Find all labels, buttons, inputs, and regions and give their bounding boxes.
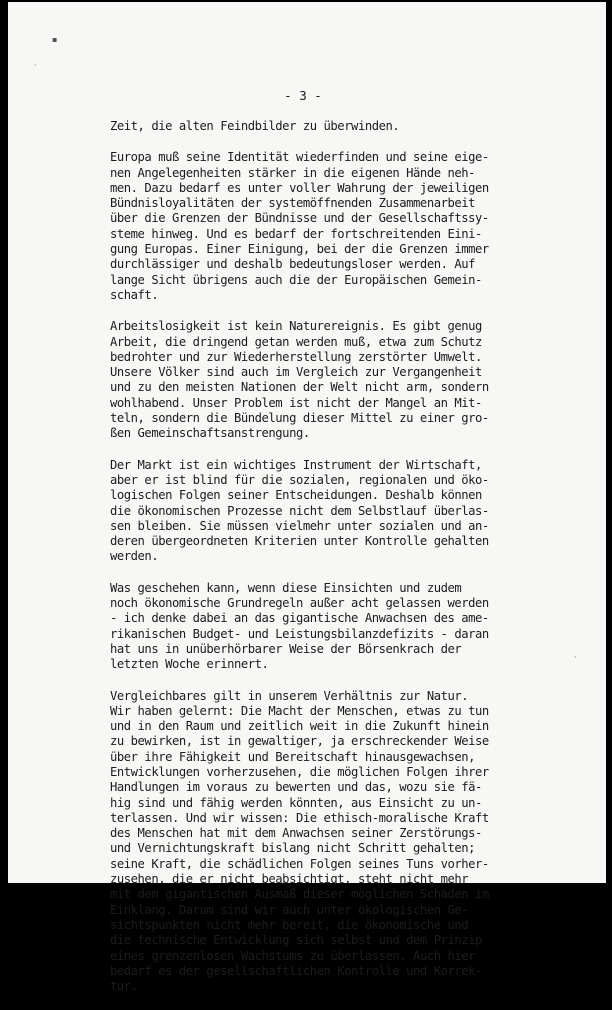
text-line: aber er ist blind für die sozialen, regionalen und öko-: [110, 472, 489, 487]
text-line: mit dem gigantischen Ausmaß dieser möglichen Schäden im: [110, 887, 489, 902]
text-line: terlassen. Und wir wissen: Die ethisch-moralische Kraft: [110, 810, 489, 825]
paragraph: [110, 689, 570, 995]
text-line: Bündnisloyalitäten der systemöffnenden Zusammenarbeit: [110, 196, 476, 211]
text-line: deren übergeordneten Kriterien unter Kontrolle gehalten: [110, 534, 489, 549]
text-line: ßen Gemeinschaftsanstrengung.: [110, 426, 310, 441]
scan-speck: ·: [34, 61, 37, 70]
scan-speck: ▪: [52, 35, 58, 44]
text-line: sen bleiben. Sie müssen vielmehr unter sozialen und an-: [110, 518, 489, 533]
text-line: Unsere Völker sind auch im Vergleich zur Vergangenheit: [110, 365, 482, 380]
paragraph: [110, 319, 570, 441]
text-line: und in den Raum und zeitlich weit in die Zukunft hinein: [110, 719, 489, 734]
text-line: rikanischen Budget- und Leistungsbilanzdefizits - daran: [110, 626, 489, 641]
text-line: lange Sicht übrigens auch die der Europäischen Gemein-: [110, 272, 482, 287]
text-line: Was geschehen kann, wenn diese Einsichten und zudem: [110, 580, 462, 595]
text-line: über ihre Fähigkeit und Bereitschaft hinausgewachsen,: [110, 749, 476, 764]
text-line: werden.: [110, 549, 159, 564]
text-line: Zeit, die alten Feindbilder zu überwinden.: [110, 119, 400, 133]
text-line: Wir haben gelernt: Die Macht der Menschen, etwas zu tun: [110, 703, 489, 718]
text-line: steme hinweg. Und es bedarf der fortschreitenden Eini-: [110, 226, 482, 241]
text-line: durchlässiger und deshalb bedeutungsloser werden. Auf: [110, 257, 476, 272]
text-line: noch ökonomische Grundregeln außer acht gelassen werden: [110, 596, 489, 611]
paragraph: [110, 119, 570, 134]
text-line: zusehen, die er nicht beabsichtigt, steht nicht mehr: [110, 872, 469, 887]
text-line: logischen Folgen seiner Entscheidungen. Deshalb können: [110, 488, 482, 503]
paragraph: [110, 458, 570, 565]
text-line: Handlungen im voraus zu bewerten und das, wozu sie fä-: [110, 780, 482, 795]
text-line: hig sind und fähig werden könnten, aus Einsicht zu un-: [110, 795, 482, 810]
text-line: Vergleichbares gilt in unserem Verhältnis zur Natur.: [110, 688, 469, 703]
text-line: Arbeitslosigkeit ist kein Naturereignis. Es gibt genug: [110, 319, 482, 334]
text-line: teln, sondern die Bündelung dieser Mittel zu einer gro-: [110, 411, 489, 426]
text-line: die technische Entwicklung sich selbst und dem Prinzip: [110, 933, 482, 948]
text-line: und zu den meisten Nationen der Welt nicht arm, sondern: [110, 380, 489, 395]
body-text: [110, 119, 570, 1010]
text-line: des Menschen hat mit dem Anwachsen seiner Zerstörungs-: [110, 826, 482, 841]
text-line: über die Grenzen der Bündnisse und der Gesellschaftssy-: [110, 211, 489, 226]
text-line: men. Dazu bedarf es unter voller Wahrung der jeweiligen: [110, 180, 489, 195]
text-line: bedarf es der gesellschaftlichen Kontrolle und Korrek-: [110, 963, 482, 978]
text-line: sichtspunkten nicht mehr bereit, die ökonomische und: [110, 917, 469, 932]
text-line: zu bewirken, ist in gewaltiger, ja erschreckender Weise: [110, 734, 489, 749]
paragraph: [110, 150, 570, 303]
text-line: seine Kraft, die schädlichen Folgen seines Tuns vorher-: [110, 856, 489, 871]
text-line: und Vernichtungskraft bislang nicht Schritt gehalten;: [110, 841, 476, 856]
text-line: wohlhabend. Unser Problem ist nicht der Mangel an Mit-: [110, 395, 482, 410]
text-line: nen Angelegenheiten stärker in die eigenen Hände neh-: [110, 165, 476, 180]
text-line: schaft.: [110, 287, 159, 302]
text-line: Einklang. Darum sind wir auch unter ökologischen Ge-: [110, 902, 469, 917]
text-line: hat uns in unüberhörbarer Weise der Börsenkrach der: [110, 641, 462, 656]
text-line: Arbeit, die dringend getan werden muß, etwa zum Schutz: [110, 334, 482, 349]
text-line: letzten Woche erinnert.: [110, 657, 269, 672]
text-line: Der Markt ist ein wichtiges Instrument der Wirtschaft,: [110, 457, 482, 472]
text-line: tur.: [110, 979, 138, 994]
paragraph: [110, 581, 570, 673]
text-line: bedrohter und zur Wiederherstellung zerstörter Umwelt.: [110, 349, 482, 364]
text-line: gung Europas. Einer Einigung, bei der die Grenzen immer: [110, 242, 489, 257]
text-line: - ich denke dabei an das gigantische Anwachsen des ame-: [110, 611, 489, 626]
text-line: die ökonomischen Prozesse nicht dem Selbstlauf überlas-: [110, 503, 489, 518]
scan-speck: ·: [574, 653, 577, 662]
text-line: Entwicklungen vorherzusehen, die möglichen Folgen ihrer: [110, 764, 489, 779]
text-line: eines grenzenlosen Wachstums zu überlassen. Auch hier: [110, 948, 476, 963]
text-line: Europa muß seine Identität wiederfinden und seine eige-: [110, 150, 489, 165]
document-page: [8, 2, 606, 994]
page-number: - 3 -: [284, 88, 322, 103]
